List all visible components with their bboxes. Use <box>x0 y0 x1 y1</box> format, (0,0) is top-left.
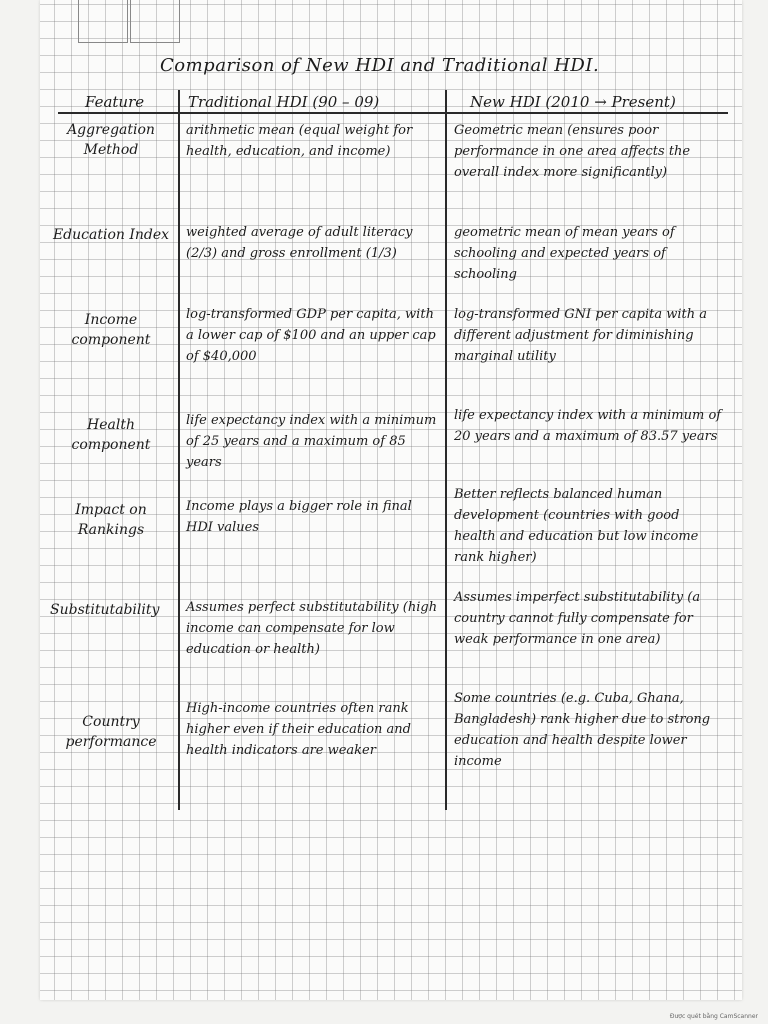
traditional-cell: weighted average of adult literacy (2/3) and gross enrollment (1/3) <box>186 225 413 261</box>
feature-cell: Health component <box>71 417 151 453</box>
feature-cell: Income component <box>71 312 151 348</box>
scanner-watermark: Được quét bằng CamScanner <box>669 1013 758 1020</box>
new-cell: Some countries (e.g. Cuba, Ghana, Bangladesh) rank higher due to strong education and health despite lower income <box>454 691 711 769</box>
header-divider <box>58 112 728 114</box>
traditional-cell: arithmetic mean (equal weight for health, education, and income) <box>186 123 413 159</box>
column-divider-2 <box>445 90 447 810</box>
new-cell: life expectancy index with a minimum of 20 years and a maximum of 83.57 years <box>454 408 722 444</box>
column-divider-1 <box>178 90 180 810</box>
feature-cell: Aggregation Method <box>67 122 155 158</box>
feature-cell: Country performance <box>65 714 157 750</box>
traditional-cell: life expectancy index with a minimum of 25 years and a maximum of 85 years <box>186 413 437 470</box>
new-cell: log-transformed GNI per capita with a different adjustment for diminishing marginal utility <box>454 307 708 364</box>
feature-cell: Impact on Rankings <box>75 502 147 538</box>
page-title: Comparison of New HDI and Traditional HDI. <box>160 55 600 76</box>
header-new: New HDI (2010 → Present) <box>470 93 676 111</box>
page-tab-stub <box>130 0 180 43</box>
feature-cell: Education Index <box>52 227 170 243</box>
traditional-cell: Income plays a bigger role in final HDI values <box>186 499 412 535</box>
header-feature: Feature <box>85 93 145 111</box>
page-tab-stub <box>78 0 128 43</box>
traditional-cell: High-income countries often rank higher even if their education and health indicators are weaker <box>186 701 411 758</box>
header-traditional: Traditional HDI (90 – 09) <box>188 93 380 111</box>
graph-paper-page <box>40 0 742 1000</box>
new-cell: Geometric mean (ensures poor performance in one area affects the overall index more significantly) <box>454 123 691 180</box>
traditional-cell: log-transformed GDP per capita, with a lower cap of $100 and an upper cap of $40,000 <box>186 307 436 364</box>
feature-cell: Substitutability <box>50 602 160 618</box>
new-cell: Better reflects balanced human development (countries with good health and education but low income rank higher) <box>454 487 699 565</box>
traditional-cell: Assumes perfect substitutability (high income can compensate for low education or health) <box>186 600 438 657</box>
new-cell: Assumes imperfect substitutability (a country cannot fully compensate for weak performance in one area) <box>454 590 701 647</box>
new-cell: geometric mean of mean years of schooling and expected years of schooling <box>454 225 675 282</box>
